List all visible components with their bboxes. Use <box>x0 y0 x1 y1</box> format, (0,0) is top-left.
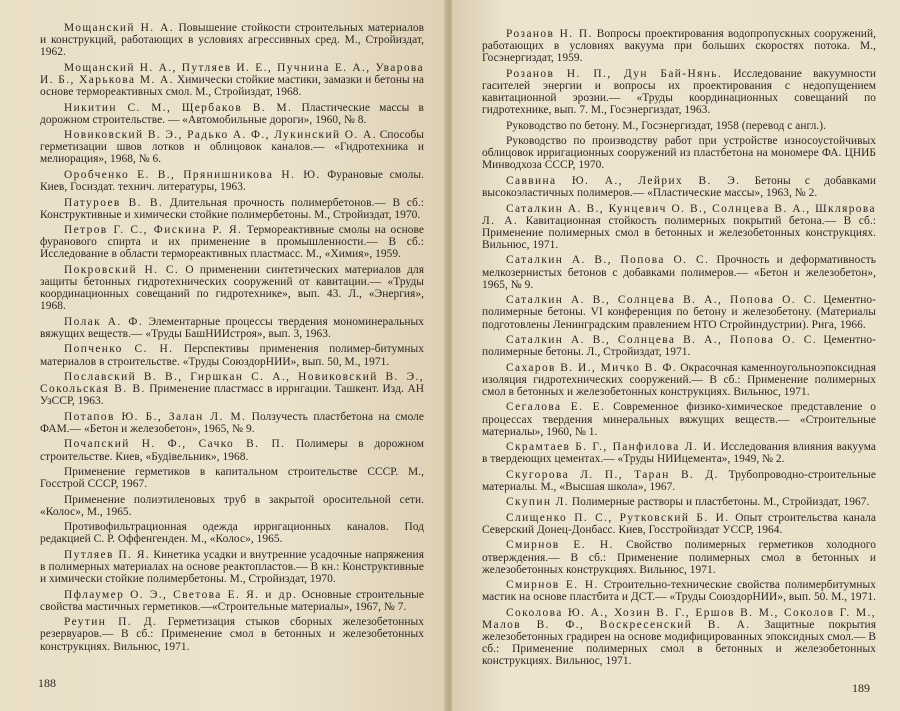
entry-author: Полак А. Ф. <box>64 315 144 328</box>
entry-text: Кавитационная стойкость полимерных покрытий бетона.— В сб.: Применение полимерных смол в бетонных и железобетонных конструкциях. Вильнюс, 1971. <box>482 214 876 251</box>
entry-text: Повышение стойкости строительных материалов и конструкций, работающих в условиях агрессивных сред. М., Стройиздат, 1962. <box>40 22 424 59</box>
entry-author: Слищенко П. С., Рутковский Б. И. <box>506 511 730 524</box>
entry-text: Руководство по бетону. М., Госэнергиздат, 1958 (перевод с англ.). <box>506 119 827 132</box>
bibliography-entry <box>40 466 424 490</box>
entry-text: Противофильтрационная одежда ирригационных каналов. Под редакцией С. Р. Оффенгенден. М., «Колос», 1965. <box>40 521 424 546</box>
entry-text: Цементно-полимерные бетоны. Л., Стройиздат, 1971. <box>482 333 876 359</box>
entry-text: Элементарные процессы твердения мономинеральных вяжущих веществ.— «Труды БашНИИстроя», вып. 3, 1963. <box>40 315 424 340</box>
entry-author: Скугорова Л. П., Таран В. Д. <box>506 468 719 481</box>
bibliography-entry <box>482 175 876 199</box>
bibliography-entry <box>482 401 876 437</box>
bibliography-entry <box>482 539 876 575</box>
left-page-number: 188 <box>38 676 56 690</box>
bibliography-entry <box>40 411 424 435</box>
entry-text: Полимеры в дорожном строительстве. Киев, «Будiвельник», 1968. <box>40 438 424 463</box>
bibliography-entry <box>40 197 424 221</box>
entry-text: Химически стойкие мастики, замазки и бетоны на основе термореактивных смол. М., Стройиздат, 1968. <box>40 73 424 99</box>
bibliography-entry <box>40 589 424 613</box>
entry-author: Никитин С. М., Щербаков В. М. <box>64 101 293 114</box>
entry-text: Исследование вакуумности гасителей энергии и вопросы их проектирования с недопущением кавитационной эрозии.— «Труды координационных совещаний по гидротехнике, вып. 7. М., Госэнергиздат, 1963. <box>482 67 876 117</box>
bibliography-entry <box>40 616 424 652</box>
entry-text: Ползучесть пластбетона на смоле ФАМ.— «Бетон и железобетон», 1965, № 9. <box>40 410 424 435</box>
entry-text: Основные строительные свойства мастичных герметиков.—«Строительные материалы», 1967, № 7. <box>40 588 424 613</box>
bibliography-entry <box>40 371 424 407</box>
entry-text: Опыт строительства канала Северский Донец-Донбасс. Киев, Госстройиздат УССР, 1964. <box>482 511 876 536</box>
entry-text: Герметизация стыков сборных железобетонных резервуаров.— В сб.: Применение смол в бетонных и железобетонных конструкциях. Вильнюс, 1971. <box>40 616 425 653</box>
entry-text: Кинетика усадки и внутренние усадочные напряжения в полимерных материалах на основе реактопластов.— В кн.: Конструктивные и химически стойкие полимербетоны. М., Стройиздат, 1970. <box>40 548 424 586</box>
right-page <box>452 0 900 711</box>
entry-text: Прочность и деформативность мелкозернистых бетонов с добавками полимеров.— «Бетон и железобетон», 1965, № 9. <box>482 254 876 291</box>
entry-text: Длительная прочность полимербетонов.— В сб.: Конструктивные и химически стойкие полимербетоны. М., Стройиздат, 1970. <box>40 196 424 221</box>
right-bibliography-list <box>482 28 876 671</box>
bibliography-entry <box>482 512 876 536</box>
entry-author: Саввина Ю. А., Лейрих В. Э. <box>506 174 741 187</box>
bibliography-entry <box>482 28 876 64</box>
bibliography-entry <box>40 438 424 462</box>
bibliography-entry <box>482 362 876 398</box>
entry-author: Петров Г. С., Фискина Р. Я. <box>64 224 243 237</box>
entry-author: Саталкин А. В., Кунцевич О. В., Солнцева В. А., Шклярова Л. А. <box>482 202 876 227</box>
bibliography-entry <box>40 22 424 58</box>
entry-author: Скупин Л. <box>506 496 569 509</box>
bibliography-entry <box>482 334 876 358</box>
bibliography-entry <box>40 549 424 585</box>
bibliography-entry <box>482 441 876 465</box>
entry-text: Перспективы применения полимер-битумных материалов в строительстве. «Труды СоюздорНИИ», вып. 50, М., 1971. <box>40 343 424 368</box>
entry-author: Саталкин А. В., Солнцева В. А., Попова О. С. <box>506 333 817 346</box>
entry-text: Окрасочная каменноугольноэпоксидная изоляция гидротехнических сооружений.— В сб.: Применение полимерных смол в бетонных и железобетонных конструкциях. Вильнюс, 1971. <box>482 361 876 398</box>
bibliography-entry <box>40 316 424 340</box>
entry-text: Вопросы проектирования водопропускных сооружений, работающих в условиях вакуума при больших скоростях потока. М., Госэнергиздат, 1959. <box>482 28 876 65</box>
bibliography-entry <box>40 264 424 313</box>
entry-text: Применение герметиков в капитальном строительстве СССР. М., Госстрой СССР, 1967. <box>40 466 424 491</box>
entry-author: Новиковский В. Э., Радько А. Ф., Лукинский О. А. <box>64 129 377 142</box>
entry-author: Почапский Н. Ф., Сачко В. П. <box>64 438 286 451</box>
right-page-number: 189 <box>852 681 870 695</box>
entry-author: Пфлаумер О. Э., Светова Е. Я. и др. <box>64 588 298 601</box>
bibliography-entry <box>40 343 424 367</box>
entry-author: Сегалова Е. Е. <box>506 401 606 414</box>
entry-text: Цементно-полимерные бетоны. VI конференция по бетону и железобетону. (Материалы подготовлены Ленинградским правлением НТО Стройиндустрии). Рига, 1966. <box>482 294 876 331</box>
entry-text: О применении синтетических материалов для защиты бетонных гидротехнических сооружений от кавитации.— «Труды координационных совещаний по гидротехнике», вып. 43. Л., «Энергия», 1968. <box>40 263 424 313</box>
entry-author: Саталкин А. В., Попова О. С. <box>506 254 710 267</box>
entry-author: Оробченко Е. В., Прянишникова Н. Ю. <box>64 168 321 181</box>
bibliography-entry <box>482 294 876 330</box>
entry-text: Способы герметизации швов лотков и облицовок каналов.— «Гидротехника и мелиорация», 1968, № 6. <box>40 129 425 166</box>
entry-author: Сахаров В. И., Мичко В. Ф. <box>506 361 678 374</box>
entry-text: Пластические массы в дорожном строительстве. — «Автомобильные дороги», 1960, № 8. <box>40 101 424 126</box>
bibliography-entry <box>40 521 424 545</box>
entry-text: Применение полиэтиленовых труб в закрытой оросительной сети. «Колос», М., 1965. <box>40 493 424 518</box>
bibliography-entry <box>482 496 876 508</box>
bibliography-entry <box>40 129 424 165</box>
entry-author: Путляев П. Я. <box>64 548 151 561</box>
entry-text: Полимерные растворы и пластбетоны. М., Стройиздат, 1967. <box>568 496 870 509</box>
entry-author: Саталкин А. В., Солнцева В. А., Попова О. С. <box>506 294 817 307</box>
entry-text: Фурановые смолы. Киев, Госиздат. технич. литературы, 1963. <box>40 168 424 194</box>
entry-author: Мощанский Н. А. <box>64 22 175 34</box>
entry-author: Розанов Н. П. <box>506 28 593 40</box>
entry-author: Попченко С. Н. <box>64 343 174 356</box>
entry-text: Трубопроводно-строительные материалы. М., «Высшая школа», 1967. <box>482 468 876 493</box>
entry-text: Бетоны с добавками высокоэластичных полимеров.— «Пластические массы», 1963, № 2. <box>482 174 876 200</box>
entry-author: Розанов Н. П., Дун Бай-Нянь. <box>506 67 723 80</box>
bibliography-entry <box>482 469 876 493</box>
bibliography-entry <box>482 68 876 117</box>
entry-author: Реутин П. Д. <box>64 616 158 629</box>
entry-author: Смирнов Е. Н. <box>506 539 614 552</box>
bibliography-entry <box>40 102 424 126</box>
bibliography-entry <box>40 169 424 193</box>
entry-author: Скрамтаев Б. Г., Панфилова Л. И. <box>506 441 717 454</box>
bibliography-entry <box>482 579 876 603</box>
entry-author: Покровский Н. С. <box>64 263 180 276</box>
bibliography-entry <box>40 62 424 98</box>
left-page <box>0 0 446 711</box>
entry-author: Пославский В. В., Гиршкан С. А., Новиковский В. Э., Сокольская В. В. <box>40 371 424 396</box>
entry-text: Современное физико-химическое представление о процессах твердения минеральных вяжущих веществ.— «Строительные материалы», 1960, № 1. <box>482 401 876 438</box>
entry-author: Соколова Ю. А., Хозин В. Г., Ершов В. М., Соколов Г. М., Малов В. Ф., Воскресенский В. А. <box>482 606 876 631</box>
bibliography-entry <box>482 607 876 668</box>
left-bibliography-list <box>40 22 424 656</box>
entry-author: Патуроев В. В. <box>64 196 164 209</box>
entry-text: Применение пластмасс в ирригации. Ташкент. Изд. АН УзССР, 1963. <box>40 383 424 408</box>
entry-author: Смирнов Е. Н. <box>506 579 599 592</box>
entry-text: Руководство по производству работ при устройстве износоустойчивых облицовок ирригационных сооружений из пластбетона на мономере ФА. ЦНИБ Минводхоза СССР, 1970. <box>482 135 876 172</box>
entry-text: Исследования влияния вакуума в твердеющих цементах.— «Труды НИИцемента», 1949, № 2. <box>482 441 876 466</box>
entry-author: Мощанский Н. А., Путляев И. Е., Пучнина Е. А., Уварова И. Б., Харькова М. А. <box>40 61 424 86</box>
entry-text: Свойство полимерных герметиков холодного отверждения.— В сб.: Применение полимерных смол в бетонных и железобетонных конструкциях. Вильнюс, 1971. <box>482 539 876 576</box>
bibliography-entry <box>482 120 876 132</box>
bibliography-entry <box>482 135 876 171</box>
entry-author: Потапов Ю. Б., Залан Л. М. <box>64 410 247 423</box>
bibliography-entry <box>40 494 424 518</box>
bibliography-entry <box>40 224 424 260</box>
entry-text: Термореактивные смолы на основе фуранового спирта и их применение в промышленности.— В сб.: Исследование в области термореактивных пластмасс. М., «Химия», 1959. <box>40 224 425 261</box>
entry-text: Защитные покрытия железобетонных градирен на основе модифицированных эпоксидных смол.— В сб.: Применение полимерных смол в бетонных и железобетонных конструкциях. Вильнюс, 1971. <box>482 618 876 668</box>
bibliography-entry <box>482 203 876 252</box>
bibliography-entry <box>482 254 876 290</box>
entry-text: Строительно-технические свойства полимербитумных мастик на основе пластбита и ДСТ.— «Труды СоюздорНИИ», вып. 50. М., 1971. <box>482 579 876 604</box>
